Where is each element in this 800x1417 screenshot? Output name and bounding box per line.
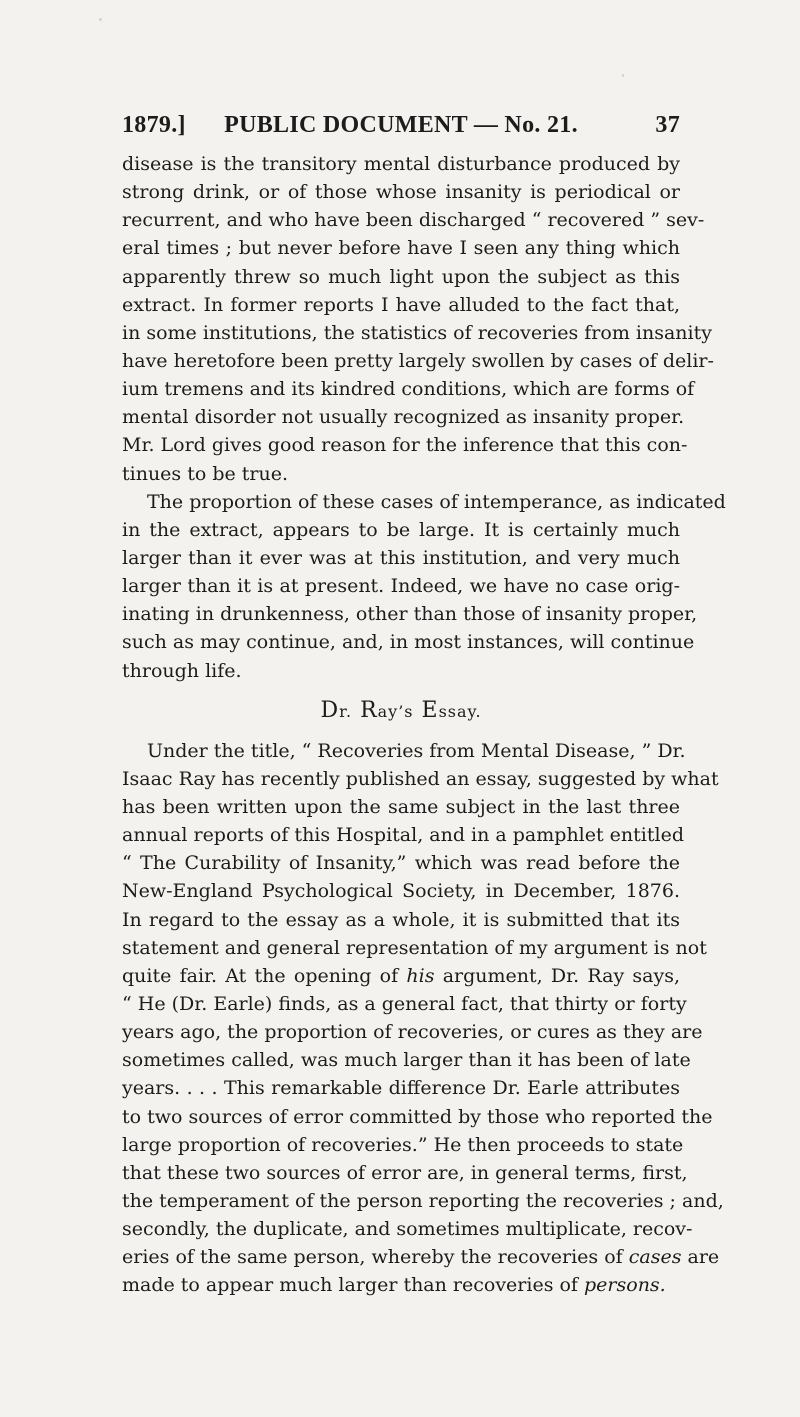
text-line: such as may continue, and, in most instances, will continue	[122, 631, 695, 654]
italic-word: cases	[628, 1246, 682, 1269]
text-line: years ago, the proportion of recoveries, or cures as they are	[122, 1021, 703, 1044]
text-line: has been written upon the same subject in the last three	[122, 795, 680, 818]
text-line: statement and general representation of my argument is not	[122, 936, 707, 959]
text-line: eries of the same person, whereby the recoveries of cases are	[122, 1246, 720, 1269]
paper-speck	[99, 18, 102, 21]
header-title: PUBLIC DOCUMENT — No. 21.	[224, 112, 578, 138]
text-line: sometimes called, was much larger than it has been of late	[122, 1049, 691, 1072]
header-year: 1879.]	[122, 112, 186, 138]
text-line: Mr. Lord gives good reason for the inference that this con-	[122, 434, 688, 457]
text-line: in the extract, appears to be large. It is certainly much	[122, 518, 680, 541]
text-line: have heretofore been pretty largely swollen by cases of delir-	[122, 349, 714, 372]
text-line: secondly, the duplicate, and sometimes multiplicate, recov-	[122, 1218, 693, 1241]
text-line: In regard to the essay as a whole, it is submitted that its	[122, 908, 680, 931]
text-line: made to appear much larger than recoveries of persons.	[122, 1274, 666, 1297]
text-line: eral times ; but never before have I seen any thing which	[122, 237, 680, 260]
text-line: extract. In former reports I have alluded to the fact that,	[122, 293, 680, 316]
text-line: in some institutions, the statistics of recoveries from insanity	[122, 321, 712, 344]
italic-word: persons.	[584, 1274, 666, 1297]
text-line: quite fair. At the opening of his argument, Dr. Ray says,	[122, 964, 681, 987]
text-line: to two sources of error committed by those who reported the	[122, 1105, 713, 1128]
text-line: through life.	[122, 659, 242, 682]
text-line: the temperament of the person reporting the recoveries ; and,	[122, 1189, 724, 1212]
text-line: “ The Curability of Insanity,” which was read before the	[122, 852, 680, 875]
text-line: years. . . . This remarkable difference Dr. Earle attributes	[122, 1077, 680, 1100]
paper-speck	[622, 74, 624, 77]
text-line: inating in drunkenness, other than those of insanity proper,	[122, 603, 698, 626]
text-line: that these two sources of error are, in general terms, first,	[122, 1161, 688, 1184]
text-line: “ He (Dr. Earle) finds, as a general fact, that thirty or forty	[122, 992, 687, 1015]
text-line: large proportion of recoveries.” He then proceeds to state	[122, 1133, 684, 1156]
text-line: annual reports of this Hospital, and in a pamphlet entitled	[122, 824, 684, 847]
text-line: strong drink, or of those whose insanity is periodical or	[122, 181, 680, 204]
text-line: ium tremens and its kindred conditions, which are forms of	[122, 378, 695, 401]
text-line: disease is the transitory mental disturbance produced by	[122, 153, 680, 175]
running-header	[122, 112, 680, 148]
text-line: larger than it ever was at this institution, and very much	[122, 546, 680, 569]
text-line: New-England Psychological Society, in December, 1876.	[122, 880, 680, 903]
body-text	[122, 150, 726, 1299]
text-line: Under the title, “ Recoveries from Mental Disease, ” Dr.	[147, 739, 686, 762]
text-line: Isaac Ray has recently published an essay, suggested by what	[122, 767, 719, 790]
page-number: 37	[655, 112, 680, 138]
text-line: tinues to be true.	[122, 462, 289, 485]
text-line: mental disorder not usually recognized as insanity proper.	[122, 406, 685, 429]
text-line: apparently threw so much light upon the subject as this	[122, 265, 680, 288]
text-line: recurrent, and who have been discharged “ recovered ” sev-	[122, 209, 705, 232]
text-line: larger than it is at present. Indeed, we have no case orig-	[122, 575, 680, 598]
italic-word: his	[406, 964, 435, 987]
text-line: The proportion of these cases of intemperance, as indicated	[147, 490, 726, 513]
section-heading: Dr. Ray’s Essay.	[320, 697, 482, 723]
